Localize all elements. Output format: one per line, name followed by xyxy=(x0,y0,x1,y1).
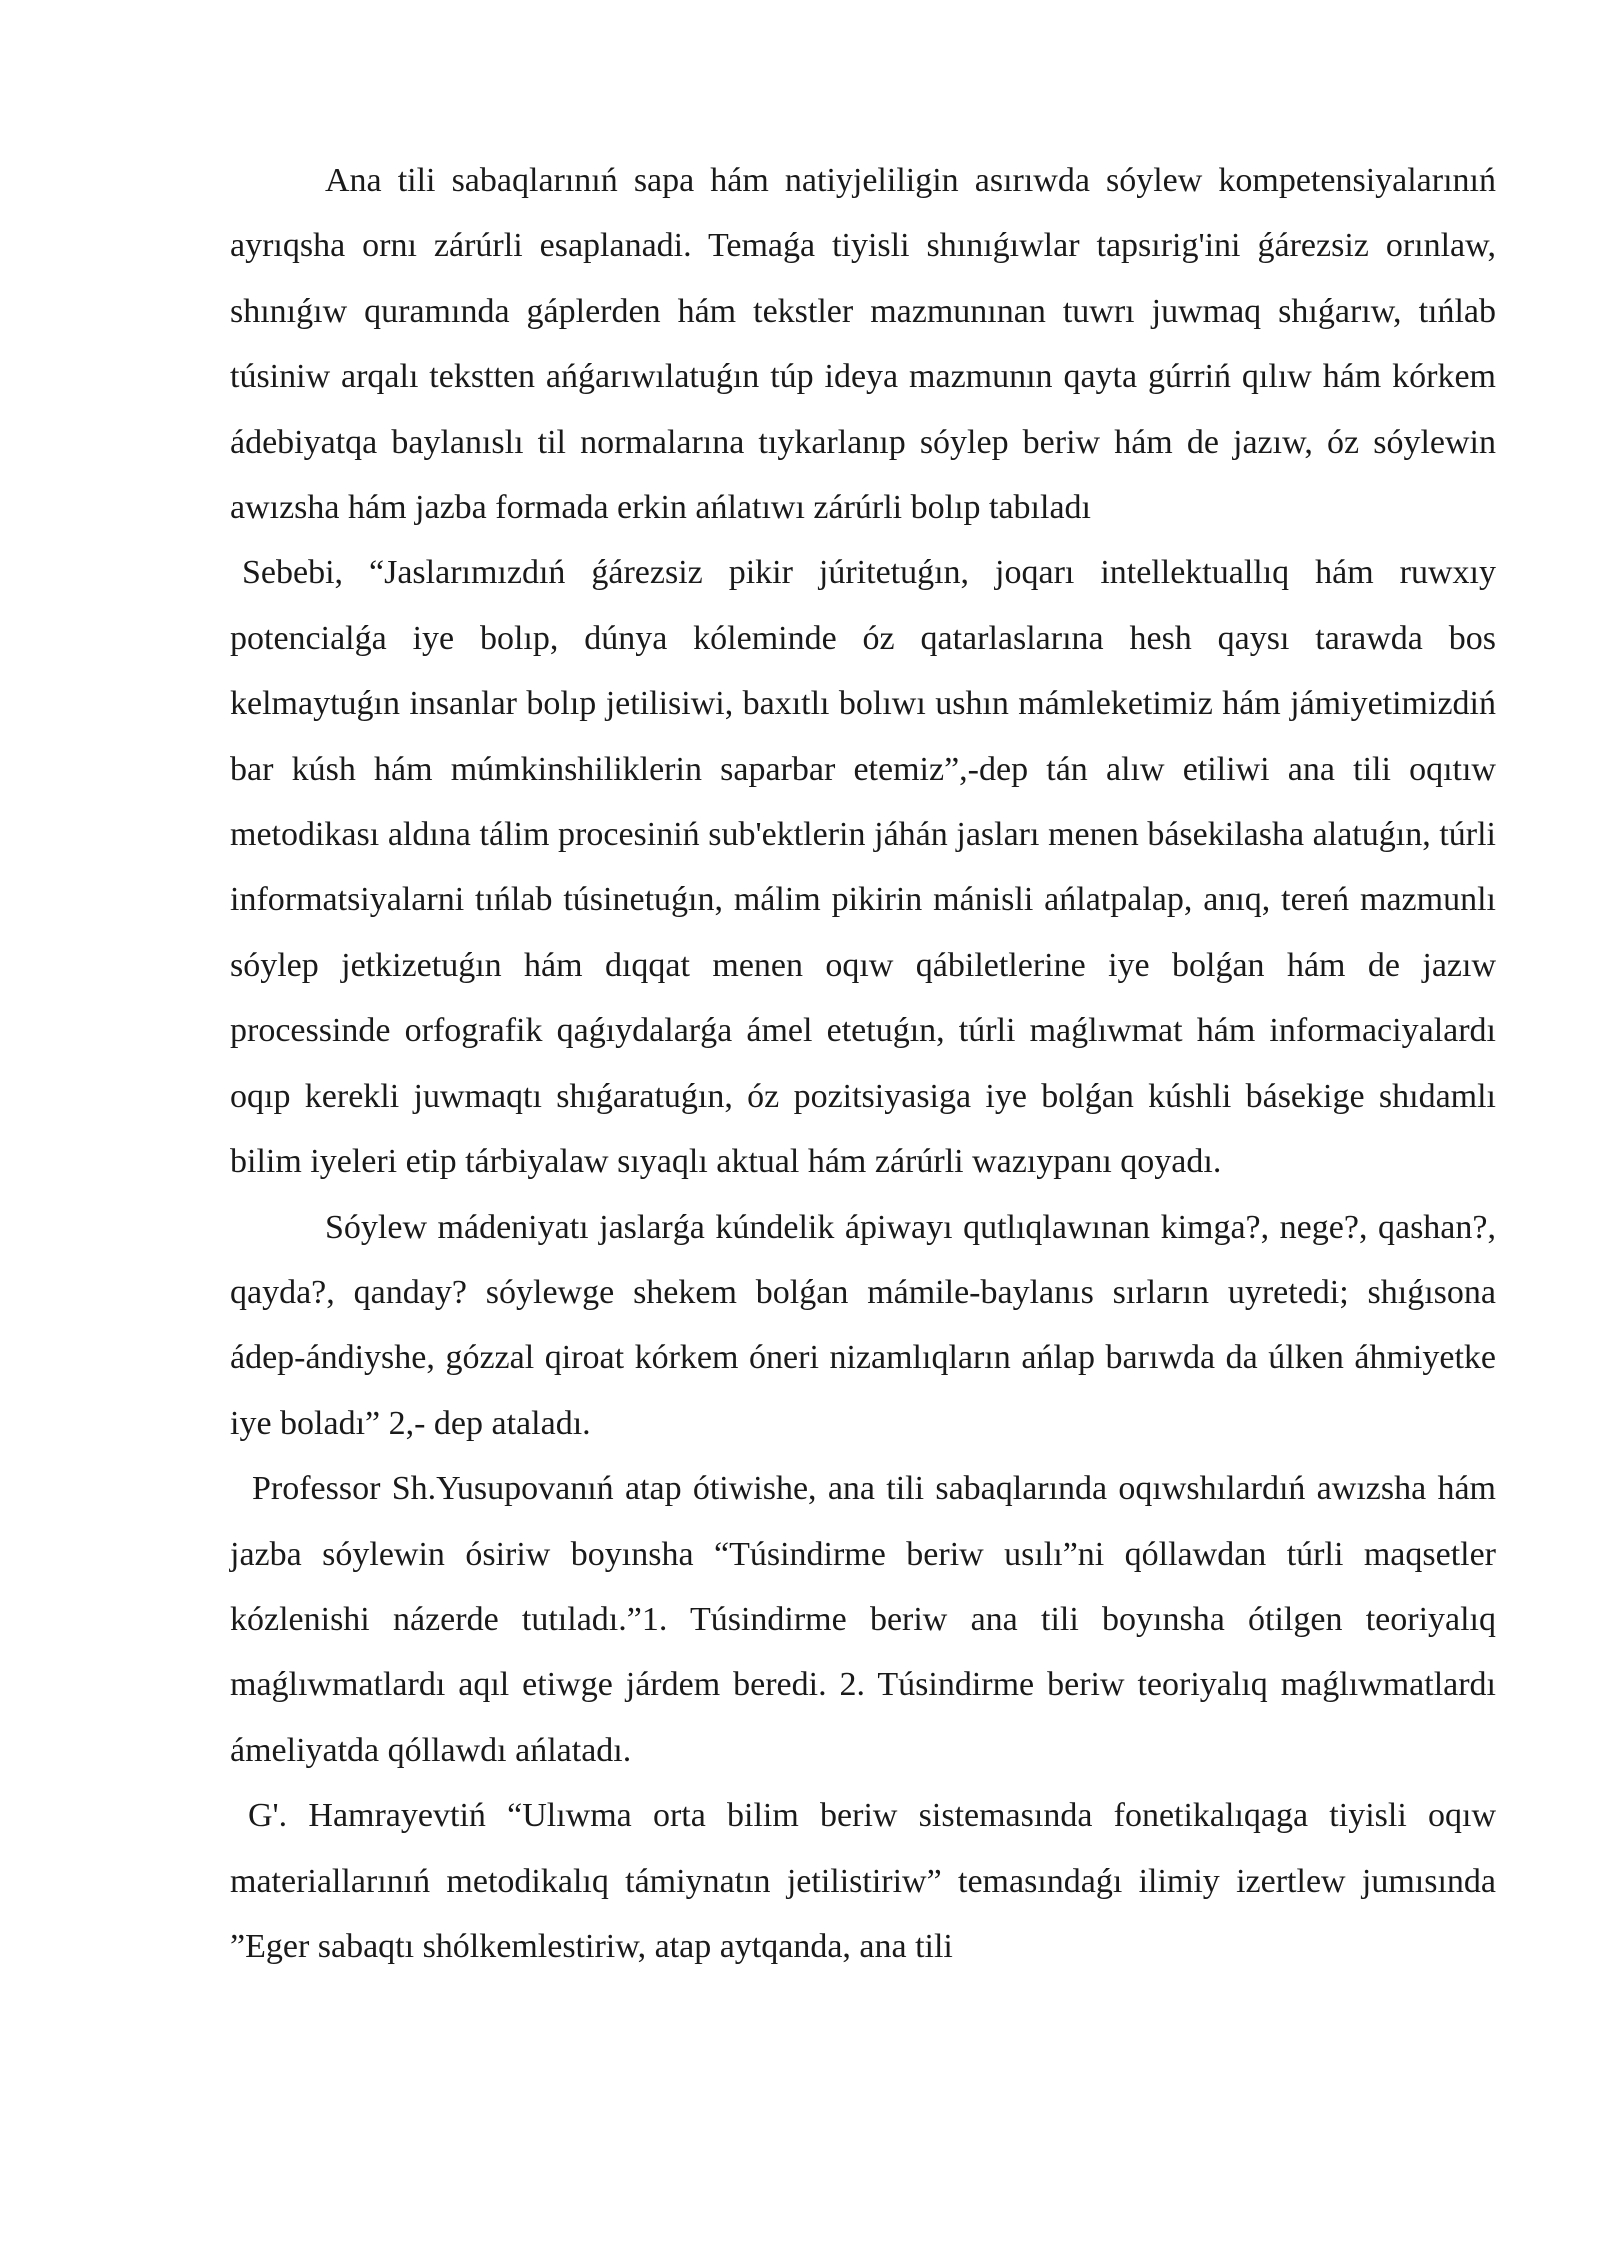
paragraph-5: G'. Hamrayevtiń “Ulıwma orta bilim beriw sistemasında fonetikalıqaga tiyisli oqıw materiallarınıń metodikalıq támiynatın jetilistiriw” temasındaǵı ilimiy izertlew jumısında ”Eger sabaqtı shólkemlestiriw, atap aytqanda, ana tili xyxy=(230,1797,1496,1965)
paragraph-3: Sóylew mádeniyatı jaslarǵa kúndelik ápiwayı qutlıqlawınan kimga?, nege?, qashan?, qayda?, qanday? sóylewge shekem bolǵan mámile-baylanıs sırların uyretedi; shıǵısona ádep-ándiyshe, gózzal qiroat kórkem óneri nizamlıqların ańlap barıwda da úlken áhmiyetke iye boladı” 2,- dep ataladı. xyxy=(230,1208,1496,1442)
paragraph-1: Ana tili sabaqlarınıń sapa hám natiyjeliligin asırıwda sóylew kompetensiyalarınıń ayrıqsha ornı zárúrli esaplanadi. Temaǵa tiyisli shınıǵıwlar tapsırig'ini ǵárezsiz orınlaw, shınıǵıw quramında gáplerden hám tekstler mazmunınan tuwrı juwmaq shıǵarıw, tıńlab túsiniw arqalı tekstten ańǵarıwılatuǵın túp ideya mazmunın qayta gúrriń qılıw hám kórkem ádebiyatqa baylanıslı til normalarına tıykarlanıp sóylep beriw hám de jazıw, óz sóylewin awızsha hám jazba formada erkin ańlatıwı zárúrli bolıp tabıladı xyxy=(230,162,1496,527)
paragraph-2: Sebebi, “Jaslarımızdıń ǵárezsiz pikir júritetuǵın, joqarı intellektuallıq hám ruwxıy potencialǵa iye bolıp, dúnya kóleminde óz qatarlaslarına hesh qaysı tarawda bos kelmaytuǵın insanlar bolıp jetilisiwi, baxıtlı bolıwı ushın mámleketimiz hám jámiyetimizdiń bar kúsh hám múmkinshiliklerin saparbar etemiz”,-dep tán alıw etiliwi ana tili oqıtıw metodikası aldına tálim procesiniń sub'ektlerin jáhán jasları menen básekilasha alatuǵın, túrli informatsiyalarni tıńlab túsinetuǵın, málim pikirin mánisli ańlatpalap, anıq, tereń mazmunlı sóylep jetkizetuǵın hám dıqqat menen oqıw qábiletlerine iye bolǵan hám de jazıw processinde orfografik qaǵıydalarǵa ámel etetuǵın, túrli maǵlıwmat hám informaciyalardı oqıp kerekli juwmaqtı shıǵaratuǵın, óz pozitsiyasiga iye bolǵan kúshli básekige shıdamlı bilim iyeleri etip tárbiyalaw sıyaqlı aktual hám zárúrli wazıypanı qoyadı. xyxy=(230,554,1496,1181)
paragraph-4: Professor Sh.Yusupovanıń atap ótiwishe, ana tili sabaqlarında oqıwshılardıń awızsha hám jazba sóylewin ósiriw boyınsha “Túsindirme beriw usılı”ni qóllawdan túrli maqsetler kózlenishi názerde tutıladı.”1. Túsindirme beriw ana tili boyınsha ótilgen teoriyalıq maǵlıwmatlardı aqıl etiwge járdem beredi. 2. Túsindirme beriw teoriyalıq maǵlıwmatlardı ámeliyatda qóllawdı ańlatadı. xyxy=(230,1470,1496,1769)
document-body xyxy=(230,148,1496,1979)
